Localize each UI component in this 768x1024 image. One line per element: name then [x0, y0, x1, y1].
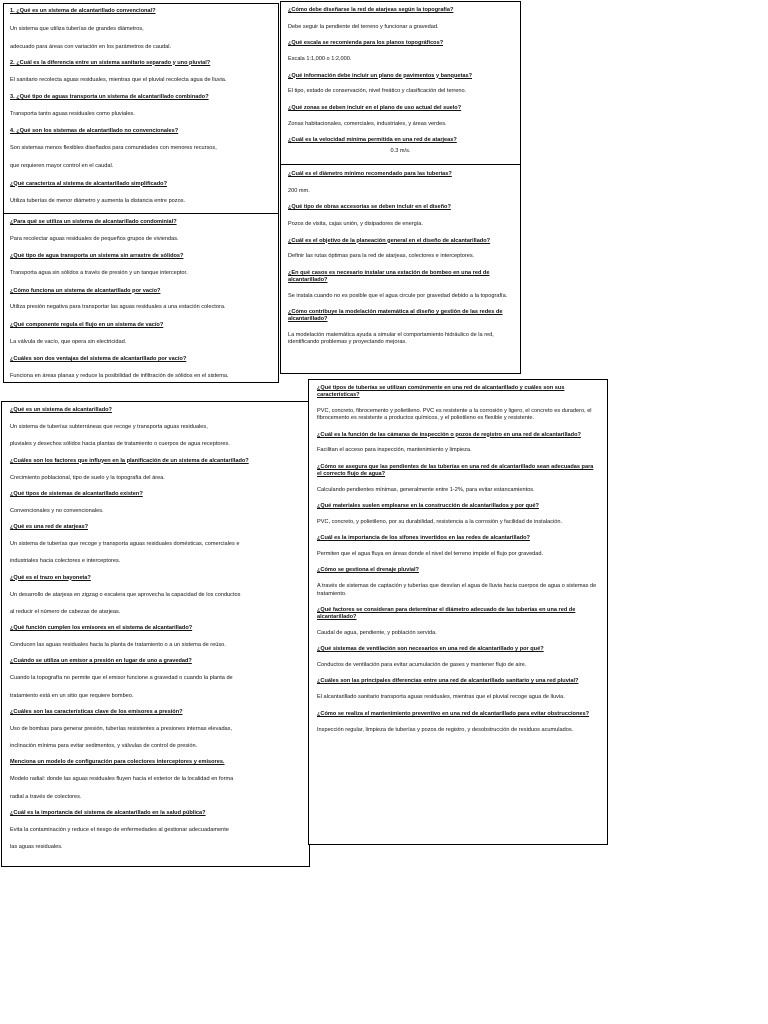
question: ¿Qué información debe incluir un plano de pavimentos y banquetas? [288, 72, 472, 79]
question: ¿Cómo se realiza el mantenimiento preventivo en una red de alcantarillado para evitar obstrucciones? [317, 710, 589, 717]
question: ¿Qué factores se consideran para determinar el diámetro adecuado de las tuberías en una red de alcantarillado? [317, 607, 576, 620]
question: ¿Qué tipo de agua transporta un sistema sin arrastre de sólidos? [10, 253, 184, 260]
answer: El tipo, estado de conservación, nivel freático y clasificación del terreno. [288, 88, 467, 95]
question-4: 4. ¿Qué son los sistemas de alcantarillado no convencionales? [10, 128, 179, 135]
answer: Modelo radial: donde las aguas residuales fluyen hacia el exterior de la localidad en forma [10, 776, 234, 783]
answer: Calculando pendientes mínimas, generalmente entre 1-2%, para evitar estancamientos. [317, 486, 535, 493]
answer: PVC, concreto, fibrocemento y polietileno. PVC es resistente a la corrosión y ligero, el concreto es duradero, el fibrocemento es resistente a productos químicos, y el polietileno es flexible y resistente. [317, 407, 592, 422]
answer: PVC, concreto, y polietileno, por su durabilidad, resistencia a la corrosión y facilidad de instalación. [317, 518, 563, 525]
answer-1b: adecuado para áreas con variación en los parámetros de caudal. [10, 44, 172, 51]
question: ¿Cuáles son las características clave de los emisores a presión? [10, 708, 183, 715]
answer: Transporta agua sin sólidos a través de presión y un tanque interceptor. [10, 270, 188, 277]
answer: Escala 1:1,000 o 1:2,000. [288, 56, 352, 63]
question: ¿Qué función cumplen los emisores en el sistema de alcantarillado? [10, 625, 193, 632]
answer: La modelación matemática ayuda a simular el comportamiento hidráulico de la red, identificando problemas y proyectando mejoras. [288, 331, 494, 346]
question: ¿Cuál es el objetivo de la planeación general en el diseño de alcantarillado? [288, 237, 491, 244]
answer-2: El sanitario recolecta aguas residuales, mientras que el pluvial recolecta agua de lluvia. [10, 76, 227, 83]
question: ¿Qué tipos de tuberías se utilizan comúnmente en una red de alcantarillado y cuáles son sus características? [317, 385, 565, 398]
study-card-6 [308, 379, 608, 845]
question: ¿Qué materiales suelen emplearse en la construcción de alcantarillados y por qué? [317, 502, 539, 509]
answer: Conductos de ventilación para evitar acumulación de gases y mantener flujo de aire. [317, 662, 527, 669]
question: ¿Qué sistemas de ventilación son necesarios en una red de alcantarillado y por qué? [317, 646, 544, 653]
question: ¿Cuáles son dos ventajas del sistema de alcantarillado por vacío? [10, 356, 187, 362]
answer: Un sistema de tuberías subterráneas que recoge y transporta aguas residuales, [10, 423, 208, 430]
answer: 200 mm. [288, 187, 310, 194]
answer: Un sistema de tuberías que recoge y transporta aguas residuales domésticas, comerciales e [10, 541, 240, 547]
answer: radial a través de colectores. [10, 793, 82, 800]
question: ¿Cómo se asegura que las pendientes de las tuberías en una red de alcantarillado sean adecuadas para el correcto flujo de agua? [317, 463, 594, 477]
question-1: 1. ¿Qué es un sistema de alcantarillado convencional? [10, 8, 156, 14]
question: ¿Qué es el trazo en bayoneta? [10, 574, 91, 581]
answer: Facilitan el acceso para inspección, mantenimiento y limpieza. [317, 447, 472, 454]
answer: Caudal de agua, pendiente, y población servida. [317, 629, 437, 636]
answer: Un desarrollo de atarjeas en zigzag o escalera que aprovecha la capacidad de los conductos [10, 591, 241, 598]
answer-5: Utiliza tuberías de menor diámetro y aumenta la distancia entre pozos. [10, 197, 186, 204]
question: ¿Qué zonas se deben incluir en el plano de uso actual del suelo? [288, 104, 462, 111]
question: ¿Para qué se utiliza un sistema de alcantarillado condominial? [10, 219, 177, 225]
question: ¿Qué es una red de atarjeas? [10, 524, 89, 531]
answer: El alcantarillado sanitario transporta aguas residuales, mientras que el pluvial recoge agua de lluvia. [317, 694, 565, 701]
answer: pluviales y desechos sólidos hacia plantas de tratamiento o cuerpos de agua receptores. [10, 441, 230, 448]
answer: Se instala cuando no es posible que el agua circule por gravedad debido a la topografía. [288, 292, 508, 299]
answer: La válvula de vacío, que opera sin electricidad. [10, 338, 127, 345]
question: ¿Qué es un sistema de alcantarillado? [10, 407, 112, 413]
study-card-1 [3, 3, 279, 214]
answer: A través de sistemas de captación y tuberías que desvían el agua de lluvia hacia cuerpos de agua o sistemas de tratamiento. [317, 583, 597, 597]
answer: Inspección regular, limpieza de tuberías y pozos de registro, y desobstrucción de residuos acumulados. [317, 726, 574, 733]
question: ¿Cuál es la velocidad mínima permitida en una red de atarjeas? [288, 137, 457, 143]
answer: Convencionales y no convencionales. [10, 507, 104, 514]
answer: Conducen las aguas residuales hacia la planta de tratamiento o a un sistema de reúso. [10, 642, 226, 649]
question: ¿Cuál es la importancia de los sifones invertidos en las redes de alcantarillado? [317, 535, 530, 542]
answer: Pozos de visita, cajas unión, y disipadores de energía. [288, 221, 423, 228]
question: ¿Cómo debe diseñarse la red de atarjeas según la topografía? [288, 7, 454, 13]
question: Menciona un modelo de configuración para colectores interceptores y emisores. [10, 759, 225, 766]
answer: 0.3 m/s. [390, 147, 411, 154]
question: ¿Cómo contribuye la modelación matemática al diseño y gestión de las redes de alcantarillado? [288, 308, 503, 322]
answer: Permiten que el agua fluya en áreas donde el nivel del terreno impide el flujo por gravedad. [317, 551, 544, 558]
question: ¿Qué tipo de obras accesorias se deben incluir en el diseño? [288, 204, 451, 211]
answer: Evita la contaminación y reduce el riesgo de enfermedades al gestionar adecuadamente [10, 826, 229, 833]
question: ¿Cómo funciona un sistema de alcantarillado por vacío? [10, 287, 161, 294]
question: ¿Cuáles son los factores que influyen en la planificación de un sistema de alcantarillado? [10, 457, 249, 464]
question: ¿Qué tipos de sistemas de alcantarillado existen? [10, 490, 143, 497]
answer-3: Transporta tanto aguas residuales como pluviales. [10, 110, 135, 117]
question: ¿Cuál es la importancia del sistema de alcantarillado en la salud pública? [10, 809, 206, 816]
answer: Zonas habitacionales, comerciales, industriales, y áreas verdes. [288, 120, 447, 127]
answer: las aguas residuales. [10, 844, 63, 851]
answer: Para recolectar aguas residuales de pequeños grupos de viviendas. [10, 235, 179, 242]
question: ¿Qué componente regula el flujo en un sistema de vacío? [10, 321, 164, 328]
answer: Uso de bombas para generar presión, tuberías resistentes a presiones internas elevadas, [10, 725, 233, 732]
study-card-3 [280, 1, 521, 165]
answer: tratamiento está en un sitio que requiere bombeo. [10, 692, 134, 699]
question: ¿En qué casos es necesario instalar una estación de bombeo en una red de alcantarillado? [288, 269, 490, 283]
answer-1a: Un sistema que utiliza tuberías de grandes diámetros, [10, 25, 144, 32]
answer: inclinación mínima para evitar sedimentos, y válvulas de control de presión. [10, 743, 198, 750]
answer-4a: Son sistemas menos flexibles diseñados para comunidades con menores recursos, [10, 145, 217, 151]
question: ¿Cuáles son las principales diferencias entre una red de alcantarillado sanitario y una red pluvial? [317, 678, 579, 685]
question: ¿Cuál es la función de las cámaras de inspección o pozos de registro en una red de alcantarillado? [317, 431, 581, 438]
study-card-4 [280, 164, 521, 374]
answer: Crecimiento poblacional, tipo de suelo y la topografía del área. [10, 474, 165, 481]
question: ¿Cuál es el diámetro mínimo recomendado para las tuberías? [288, 171, 452, 177]
question: ¿Qué escala se recomienda para los planos topográficos? [288, 40, 444, 47]
answer: al reducir el número de cabezas de atarjeas. [10, 608, 121, 615]
question-5: ¿Qué caracteriza al sistema de alcantarillado simplificado? [10, 180, 167, 187]
question-3: 3. ¿Qué tipo de aguas transporta un sistema de alcantarillado combinado? [10, 93, 209, 100]
answer: Debe seguir la pendiente del terreno y funcionar a gravedad. [288, 23, 439, 30]
answer: industriales hacia colectores e interceptores. [10, 558, 121, 565]
question: ¿Cómo se gestiona el drenaje pluvial? [317, 567, 419, 574]
study-card-2 [3, 213, 279, 383]
study-card-5 [1, 401, 310, 867]
answer-4b: que requieren mayor control en el caudal. [10, 163, 114, 170]
answer: Definir las rutas óptimas para la red de atarjeas, colectores e interceptores. [288, 253, 475, 260]
question-2: 2. ¿Cuál es la diferencia entre un sistema sanitario separado y uno pluvial? [10, 59, 211, 66]
answer: Utiliza presión negativa para transportar las aguas residuales a una estación colectora. [10, 304, 226, 311]
question: ¿Cuándo se utiliza un emisor a presión en lugar de uno a gravedad? [10, 658, 192, 665]
answer: Funciona en áreas planas y reduce la posibilidad de infiltración de sólidos en el sistema. [10, 372, 229, 379]
answer: Cuando la topografía no permite que el emisor funcione a gravedad o cuando la planta de [10, 675, 233, 682]
